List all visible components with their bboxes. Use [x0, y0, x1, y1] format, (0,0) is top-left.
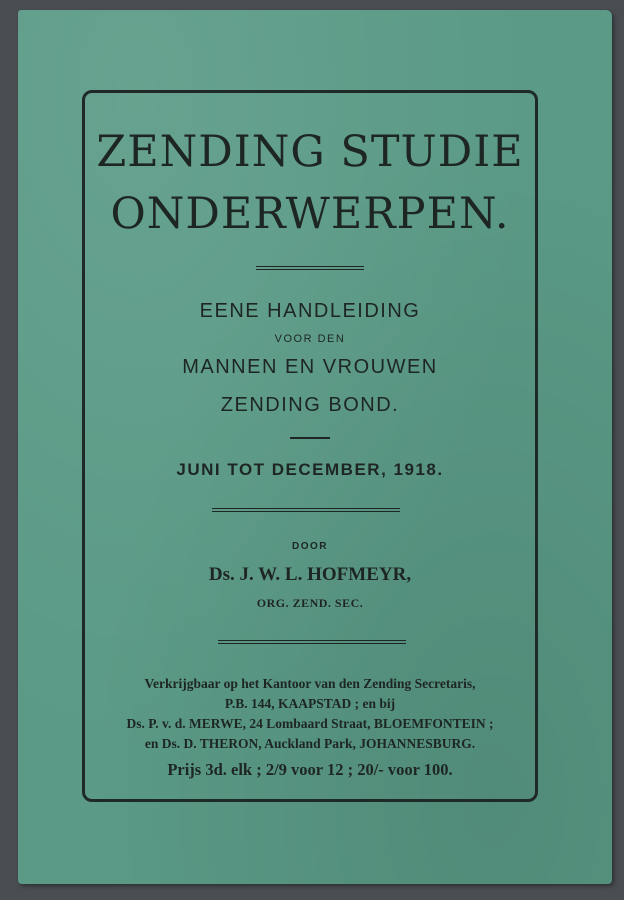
date-range: JUNI TOT DECEMBER, 1918.	[176, 460, 444, 479]
double-rule-divider-2	[212, 508, 400, 512]
availability-line-3: Ds. P. v. d. MERWE, 24 Lombaard Straat, BLOEMFONTEIN ;	[126, 716, 494, 731]
subtitle-line-2: VOOR DEN	[274, 333, 346, 345]
price-line: Prijs 3d. elk ; 2/9 voor 12 ; 20/- voor 100.	[167, 760, 453, 779]
author-name: Ds. J. W. L. HOFMEYR,	[208, 564, 412, 585]
title-line-2: ONDERWERPEN.	[110, 189, 510, 239]
subtitle-line-4: ZENDING BOND.	[220, 394, 400, 416]
double-rule-divider	[256, 266, 364, 270]
author-title: ORG. ZEND. SEC.	[256, 596, 364, 610]
double-rule-divider-3	[218, 640, 406, 644]
short-rule-divider	[290, 437, 330, 439]
availability-line-4: en Ds. D. THERON, Auckland Park, JOHANNESBURG.	[144, 736, 476, 751]
subtitle-line-1: EENE HANDLEIDING	[199, 300, 421, 322]
availability-line-1: Verkrijgbaar op het Kantoor van den Zending Secretaris,	[144, 676, 476, 691]
title-line-1: ZENDING STUDIE	[96, 127, 524, 177]
subtitle-line-3: MANNEN EN VROUWEN	[182, 356, 438, 378]
by-label: DOOR	[292, 541, 328, 552]
availability-line-2: P.B. 144, KAAPSTAD ; en bij	[224, 696, 396, 711]
